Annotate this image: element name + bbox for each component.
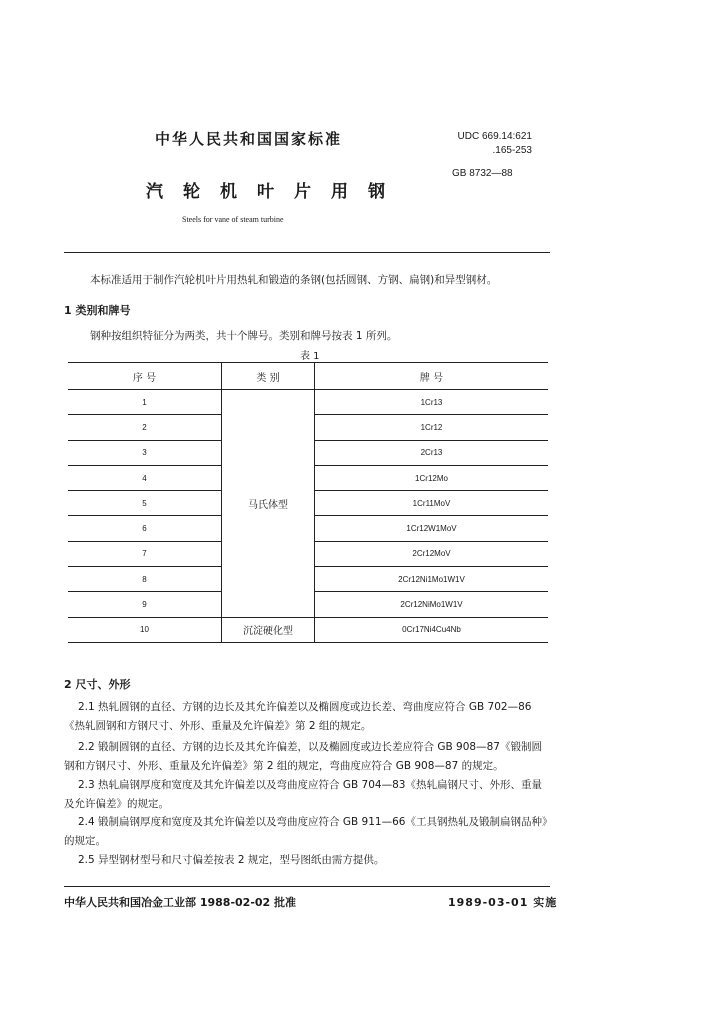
row-no: 3 <box>68 440 222 465</box>
paragraph-2-3-text: 2.3 热轧扁钢厚度和宽度及其允许偏差以及弯曲度应符合 GB 704—83《热轧扁钢尺寸、外形、重量及允许偏差》的规定。 <box>64 779 542 810</box>
gb-number: GB 8732—88 <box>452 168 513 179</box>
row-grade: 2Cr13 <box>315 440 549 465</box>
implementation-date: 1989-03-01 实施 <box>448 896 558 909</box>
col-header-grade: 牌 号 <box>315 363 549 390</box>
table-row <box>68 617 548 642</box>
col-header-no: 序 号 <box>68 363 222 390</box>
row-grade: 1Cr12W1MoV <box>315 516 549 541</box>
row-no: 1 <box>68 390 222 415</box>
row-grade: 1Cr11MoV <box>315 491 549 516</box>
col-header-category: 类 别 <box>222 363 315 390</box>
paragraph-2-5-text: 2.5 异型钢材型号和尺寸偏差按表 2 规定，型号图纸由需方提供。 <box>78 854 385 866</box>
udc-line-1: UDC 669.14:621 <box>457 131 532 142</box>
table-header-row <box>68 363 548 390</box>
section-2-heading: 2 尺寸、外形 <box>64 678 131 691</box>
row-no: 6 <box>68 516 222 541</box>
paragraph-2-4-text: 2.4 锻制扁钢厚度和宽度及其允许偏差以及弯曲度应符合 GB 911—66《工具钢热轧及锻制扁钢品种》的规定。 <box>64 816 548 847</box>
document-subtitle: Steels for vane of steam turbine <box>182 215 284 224</box>
section-1-heading: 1 类别和牌号 <box>64 304 131 317</box>
row-no: 10 <box>68 617 222 642</box>
row-no: 7 <box>68 541 222 566</box>
approval-line: 中华人民共和国冶金工业部 1988-02-02 批准 <box>64 896 297 909</box>
paragraph-2-2 <box>64 738 552 775</box>
category-precipitation: 沉淀硬化型 <box>222 617 315 642</box>
paragraph-2-5 <box>64 851 552 870</box>
row-grade: 1Cr12 <box>315 415 549 440</box>
row-no: 2 <box>68 415 222 440</box>
udc-code <box>452 130 532 158</box>
table-row <box>68 390 548 415</box>
paragraph-2-1 <box>64 698 552 735</box>
paragraph-2-1-text: 2.1 热轧圆钢的直径、方钢的边长及其允许偏差以及椭圆度或边长差、弯曲度应符合 GB 702—86《热轧圆钢和方钢尺寸、外形、重量及允许偏差》第 2 组的规定。 <box>64 701 532 732</box>
row-no: 8 <box>68 567 222 592</box>
section-1-text: 钢种按组织特征分为两类，共十个牌号。类别和牌号按表 1 所列。 <box>90 330 398 342</box>
header-divider <box>64 252 550 253</box>
row-grade: 2Cr12MoV <box>315 541 549 566</box>
row-no: 9 <box>68 592 222 617</box>
paragraph-2-3 <box>64 776 552 813</box>
row-grade: 1Cr13 <box>315 390 549 415</box>
paragraph-2-2-text: 2.2 锻制圆钢的直径、方钢的边长及其允许偏差，以及椭圆度或边长差应符合 GB 908—87《锻制圆钢和方钢尺寸、外形、重量及允许偏差》第 2 组的规定，弯曲度应符合 GB 908—87 的规定。 <box>64 741 542 772</box>
row-grade: 1Cr12Mo <box>315 465 549 490</box>
footer-divider <box>64 886 550 887</box>
row-no: 5 <box>68 491 222 516</box>
row-no: 4 <box>68 465 222 490</box>
table-caption: 表 1 <box>300 351 320 362</box>
udc-line-2: .165-253 <box>492 145 532 156</box>
row-grade: 2Cr12NiMo1W1V <box>315 592 549 617</box>
document-title: 汽轮机叶片用钢 <box>146 182 405 202</box>
row-grade: 0Cr17Ni4Cu4Nb <box>315 617 549 642</box>
category-martensitic: 马氏体型 <box>222 390 315 618</box>
standard-org-title: 中华人民共和国国家标准 <box>155 130 343 148</box>
grade-table <box>68 362 548 643</box>
intro-paragraph: 本标准适用于制作汽轮机叶片用热轧和锻造的条钢(包括圆钢、方钢、扁钢)和异型钢材。 <box>90 274 498 286</box>
paragraph-2-4 <box>64 813 552 850</box>
row-grade: 2Cr12Ni1Mo1W1V <box>315 567 549 592</box>
